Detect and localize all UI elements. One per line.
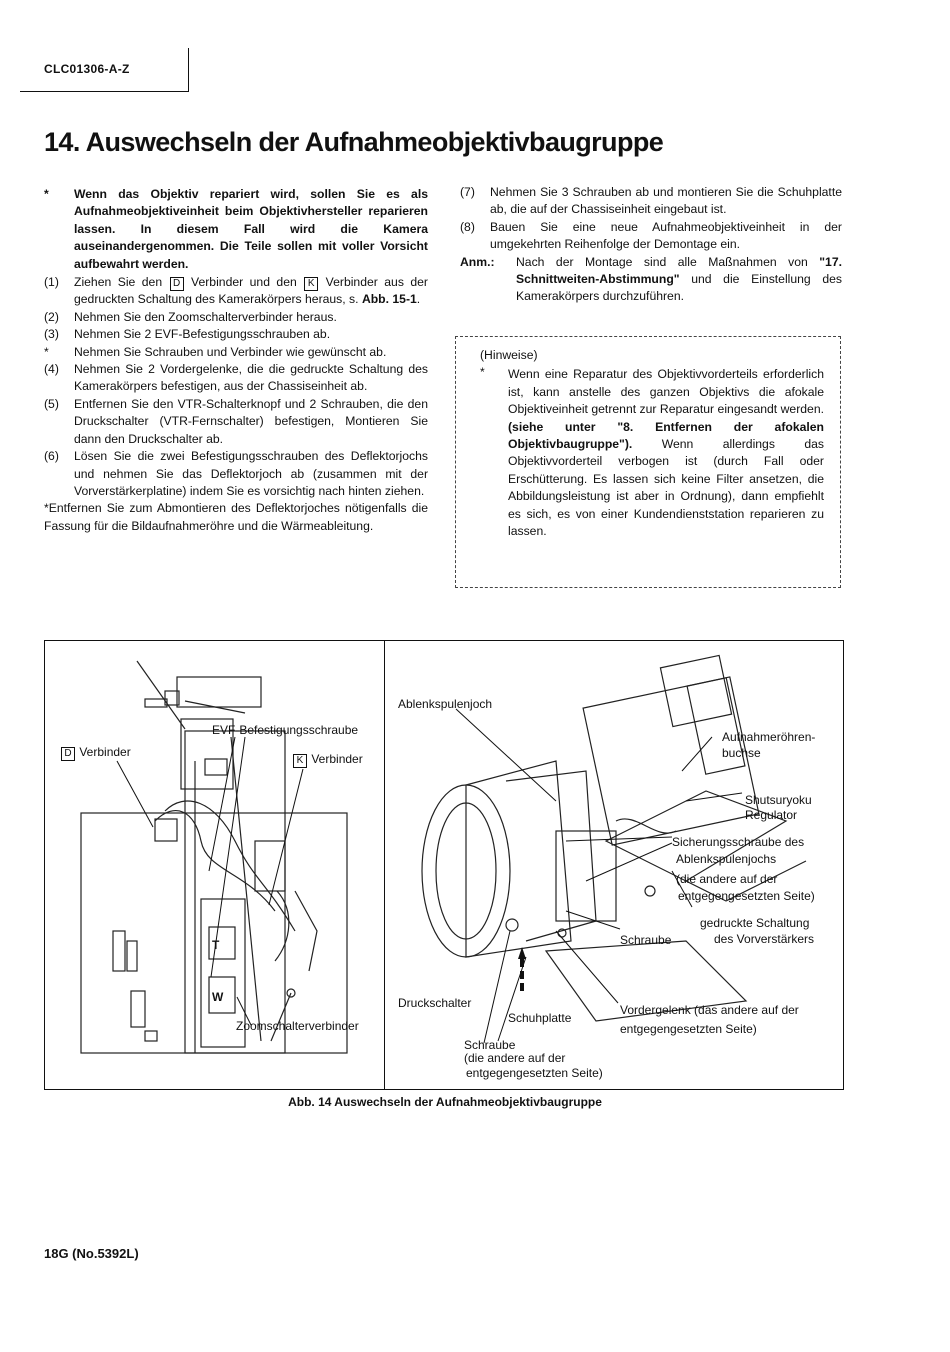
deflection-yoke-label: Ablenkspulenjoch [398, 697, 493, 711]
safety-screw-label-3: (die andere auf der [676, 872, 778, 886]
step-2 [44, 309, 428, 326]
step-6 [44, 448, 428, 500]
shutsuryoku-label-1: Shutsuryoku [745, 793, 812, 807]
note-star: * [44, 344, 49, 359]
anm-reference: "17. Schnittweiten-Abstimmung" [516, 254, 842, 287]
k-connector-box: K [293, 754, 307, 768]
step-5 [44, 396, 428, 448]
step-number: (6) [44, 449, 59, 464]
step-text: Verbinder und den [191, 275, 297, 290]
warning-note [44, 186, 428, 273]
step-number: (5) [44, 396, 59, 411]
tele-key-label: T [212, 938, 220, 952]
pcb-outline [81, 813, 347, 1053]
document-code: CLC01306-A-Z [44, 62, 130, 76]
step-number: (2) [44, 309, 59, 324]
right-column [460, 184, 842, 306]
evf-screw-label: EVF-Befestigungsschraube [212, 723, 359, 737]
figure-reference: Abb. 15-1 [361, 292, 417, 307]
push-switch-label: Druckschalter [398, 996, 472, 1010]
step-1 [44, 274, 428, 309]
shutsuryoku-label-2: Regulator [745, 808, 798, 822]
safety-screw-label-2: Ablenkspulenjochs [676, 852, 777, 866]
safety-screw-label-1: Sicherungsschraube des [672, 835, 805, 849]
tube-socket-label-2: buchse [722, 746, 761, 760]
k-connector-box: K [304, 277, 318, 291]
step-text: Entfernen Sie den VTR-Schalterknopf und 2 Schrauben, die den Druckschalter (VTR-Fernschalter) befestigen, Montieren Sie dann den Druckschalter ab. [74, 396, 428, 446]
step-number: (7) [460, 185, 475, 199]
d-connector-label [60, 745, 131, 761]
d-connector-box: D [61, 747, 75, 761]
page-footer: 18G (No.5392L) [44, 1246, 139, 1261]
step-text: Verbinder aus der gedruckten Schaltung des Kamerakörpers heraus, s. [74, 275, 428, 307]
header-divider-horizontal [20, 91, 189, 92]
final-note: *Entfernen Sie zum Abmontieren des Deflektorjoches nötigenfalls die Fassung für die Bildaufnahmeröhre und die Wärmeableitung. [44, 501, 428, 533]
hint-text-part: Wenn allerdings das Objektivvorderteil verbogen ist (durch Fall oder Erschütterung. Es lassen sich keine Filter ansetzen, die Abbildungsleistung ist aber in Ordnung), dann empfiehlt es sich, es von einer Kundendienststation reparieren zu lassen. [508, 437, 824, 539]
front-joint-label-1: Vordergelenk (das andere auf der [620, 1003, 799, 1017]
wide-key-label: W [212, 990, 224, 1004]
figure-divider [384, 640, 385, 1089]
anm-text: und die Einstellung des Kamerakörpers durchzuführen. [516, 272, 843, 304]
step-7 [460, 184, 842, 219]
anm-note [460, 254, 842, 306]
hint-star: * [480, 365, 485, 380]
safety-screw-label-4: entgegengesetzten Seite) [678, 889, 815, 903]
step-4 [44, 361, 428, 396]
hint-reference: (siehe unter "8. Entfernen der afokalen Objektivbaugruppe"). [508, 419, 824, 452]
header-divider-vertical [188, 48, 189, 92]
k-connector-label [292, 752, 363, 768]
left-column [44, 186, 428, 535]
preamp-pcb-label-2: des Vorverstärkers [714, 932, 815, 946]
step-text: Nehmen Sie den Zoomschalterverbinder heraus. [74, 309, 337, 324]
tube-socket-label-1: Aufnahmeröhren- [722, 730, 816, 744]
step-text: Ziehen Sie den [74, 275, 163, 290]
anm-text: Nach der Montage sind alle Maßnahmen von [516, 254, 808, 269]
screw-label: Schraube [620, 933, 672, 947]
hint-text-part: Wenn eine Reparatur des Objektivvorderteils erforderlich ist, kann anstelle des ganzen Objektivs die afokale Objektiveinheit getrennt zur Reparatur eingesandt werden. [508, 367, 824, 417]
step-3-note [44, 344, 428, 361]
k-connector-text: Verbinder [311, 752, 363, 766]
figure-caption: Abb. 14 Auswechseln der Aufnahmeobjektivbaugruppe [288, 1095, 602, 1109]
hint-text [480, 366, 824, 540]
page-title: 14. Auswechseln der Aufnahmeobjektivbaugruppe [44, 127, 664, 157]
step-text: . [416, 292, 421, 307]
d-connector-text: Verbinder [79, 745, 131, 759]
hint-heading: (Hinweise) [480, 348, 538, 362]
chassis-body [583, 677, 759, 845]
step-8 [460, 219, 842, 254]
step-number: (4) [44, 362, 59, 377]
step-text: Nehmen Sie 2 Vordergelenke, die die gedruckte Schaltung des Kamerakörpers befestigen, aus der Chassiseinheit ab. [74, 362, 428, 394]
step-text: Nehmen Sie 2 EVF-Befestigungsschrauben ab. [74, 327, 331, 342]
anm-label: Anm.: [460, 254, 495, 269]
step-3 [44, 326, 428, 343]
screw-2-label-1: Schraube [464, 1038, 516, 1052]
zoom-connector-label: Zoomschalterverbinder [236, 1019, 359, 1033]
hint-box [455, 336, 841, 588]
step-text: Nehmen Sie Schrauben und Verbinder wie gewünscht ab. [74, 344, 387, 359]
warning-star: * [44, 187, 49, 201]
d-connector-box: D [170, 277, 184, 291]
step-number: (1) [44, 275, 59, 290]
screw-2-label-2: (die andere auf der [464, 1051, 566, 1065]
preamp-pcb-label-1: gedruckte Schaltung [700, 916, 810, 930]
warning-text: Wenn das Objektiv repariert wird, sollen Sie es als Aufnahmeobjektiveinheit beim Objektivhersteller reparieren lassen. In diesem Fall wird die Kamera auseinandergenommen. Die Teile sollen mit voller Vorsicht aufbewahrt werden. [74, 187, 428, 271]
front-joint-label-2: entgegengesetzten Seite) [620, 1022, 757, 1036]
step-number: (3) [44, 327, 59, 342]
step-text: Lösen Sie die zwei Befestigungsschrauben des Deflektorjochs und nehmen Sie das Deflektorjoch ab (zusammen mit der Vorverstärkerplatine) indem Sie es vorsichtig nach hinten ziehen. [74, 449, 428, 498]
step-text: Nehmen Sie 3 Schrauben ab und montieren Sie die Schuhplatte ab, die auf der Chassiseinheit eingebaut ist. [490, 185, 842, 217]
shoe-plate-label: Schuhplatte [508, 1011, 572, 1025]
screw-2-label-3: entgegengesetzten Seite) [466, 1066, 603, 1080]
step-text: Bauen Sie eine neue Aufnahmeobjektiveinheit in der umgekehrten Reihenfolge der Demontage ein. [490, 219, 842, 252]
step-number: (8) [460, 219, 475, 234]
